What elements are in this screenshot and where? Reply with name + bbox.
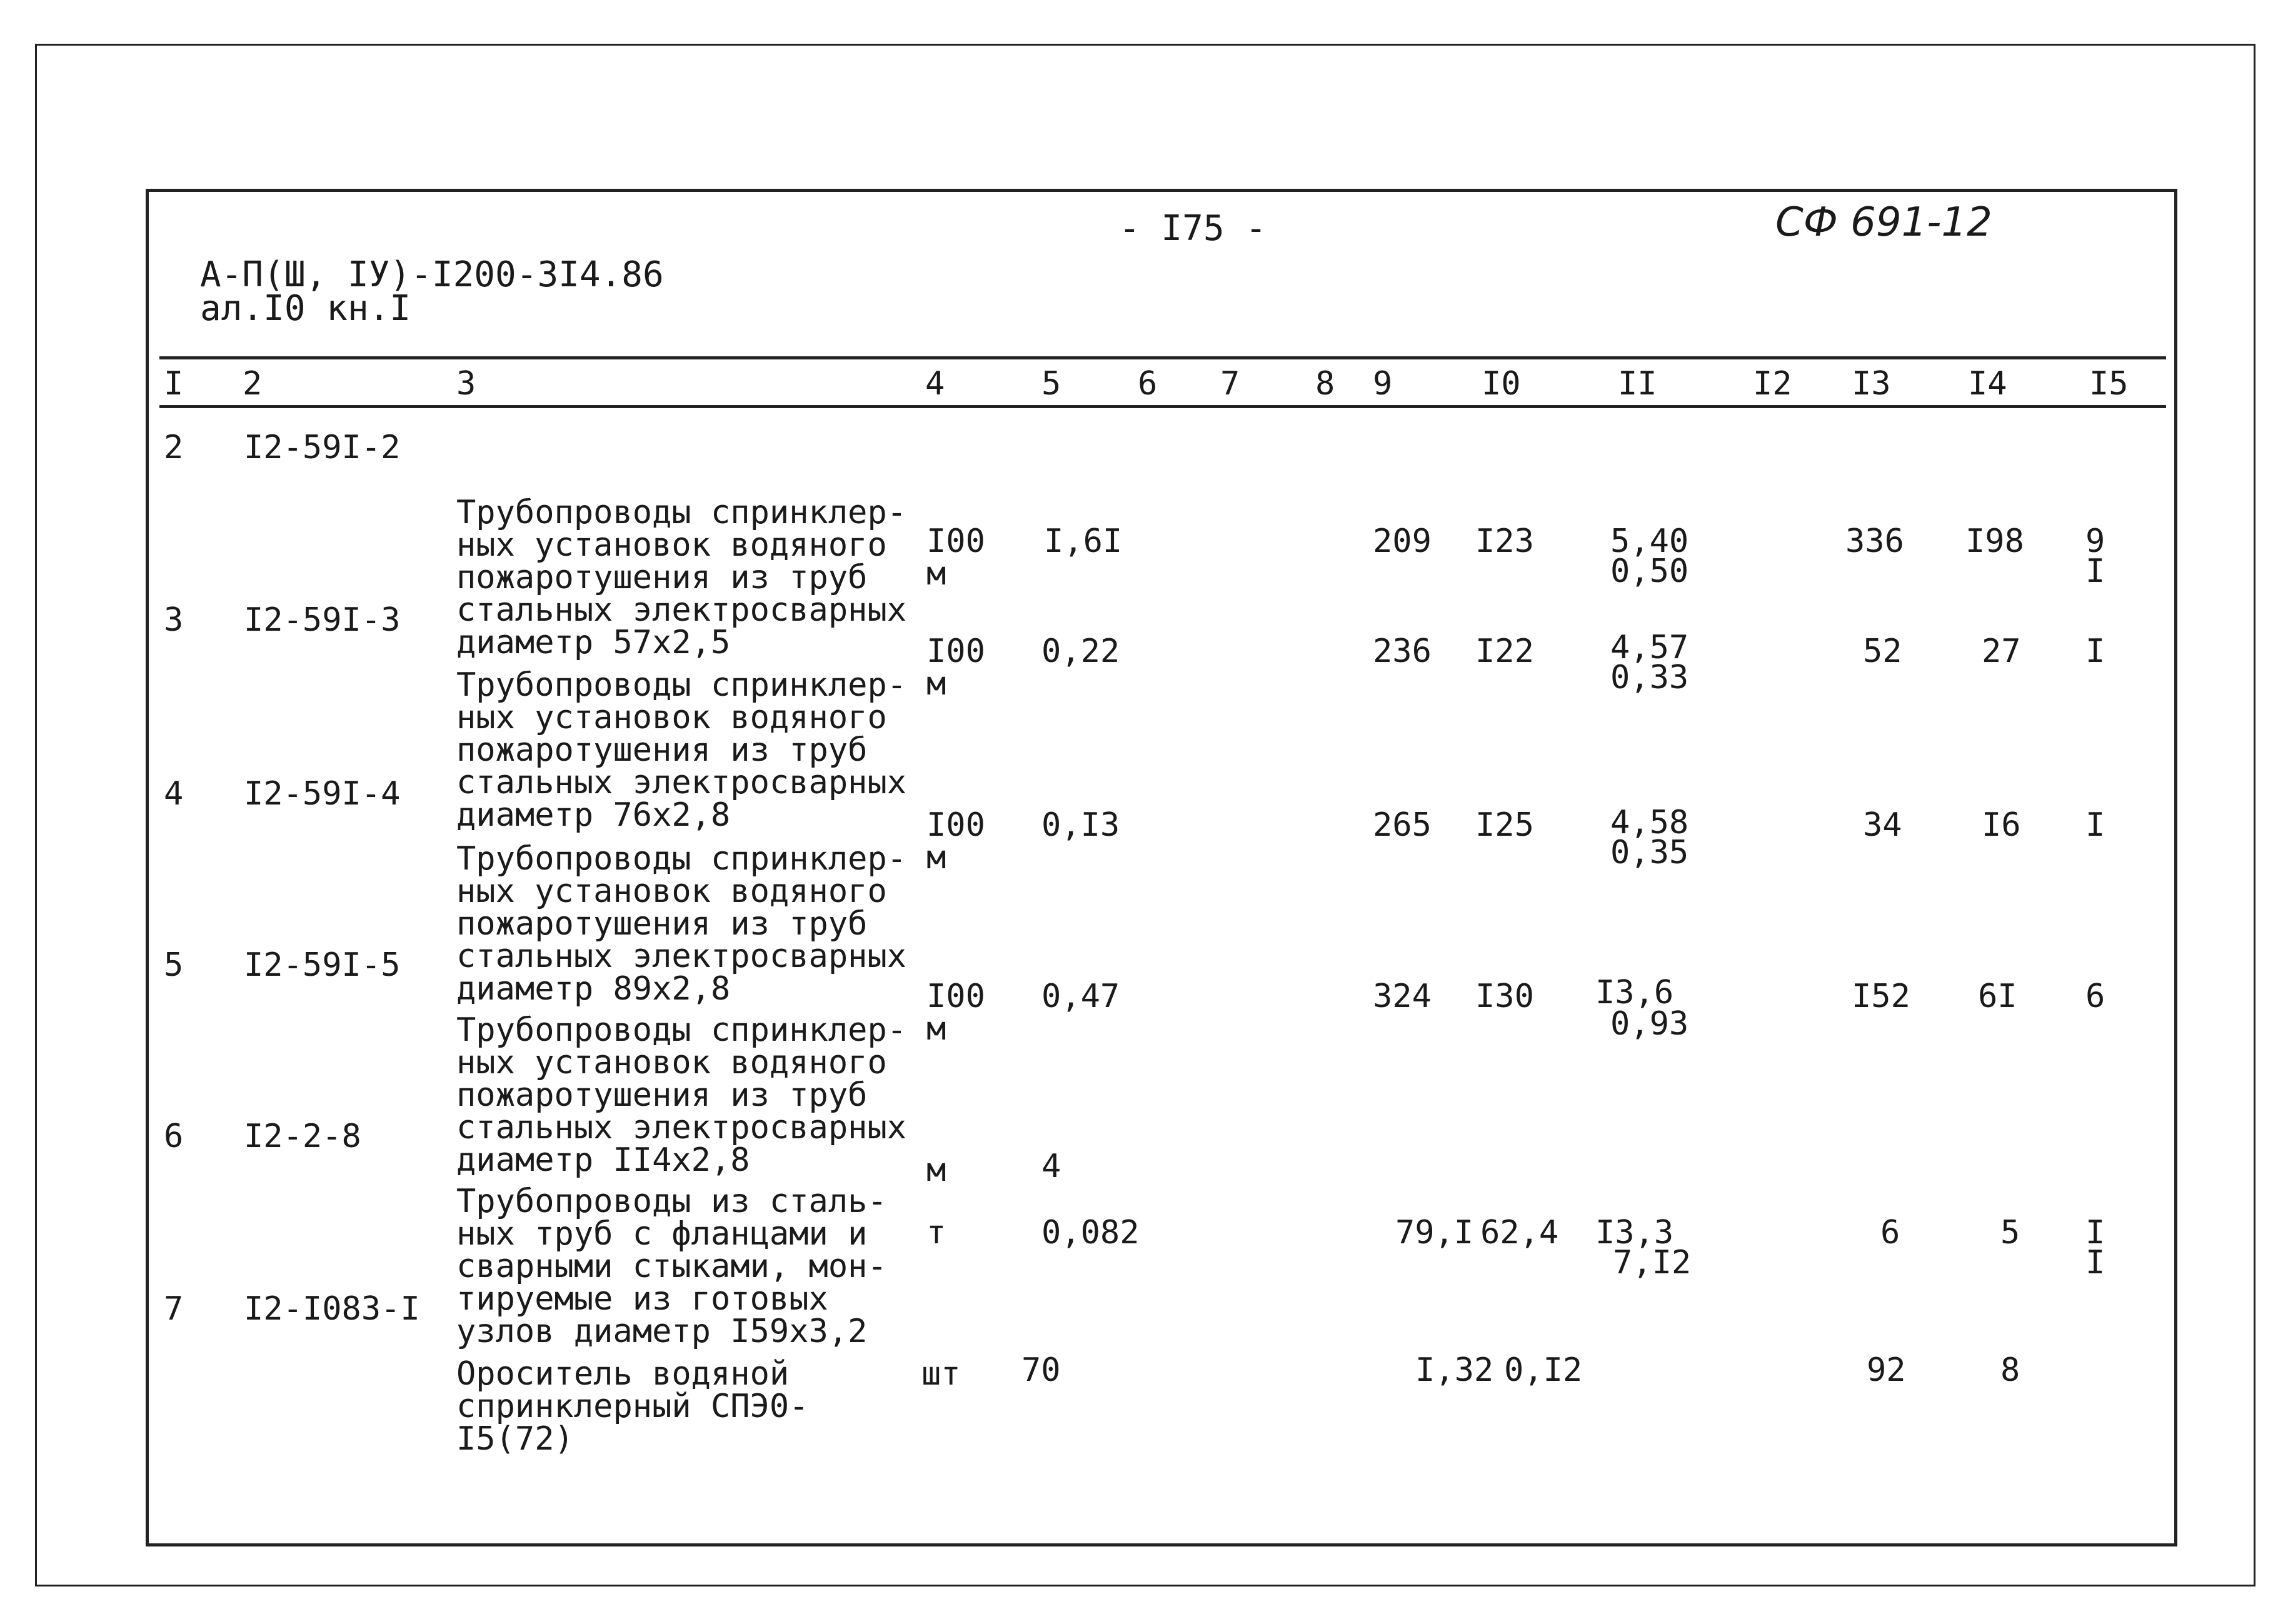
row-number: 4	[164, 775, 184, 813]
row-unit-measure: м	[926, 665, 946, 703]
row-col13: I52	[1852, 978, 1910, 1015]
row-col13: 52	[1863, 633, 1902, 670]
row-code: I2-59I-3	[244, 601, 401, 639]
row-code: I2-59I-5	[244, 946, 401, 984]
row-description: Трубопроводы спринклер- ных установок водяного пожаротушения из труб стальных электросварных диаметр 76х2,8	[456, 666, 907, 834]
row-col10: 62,4	[1480, 1214, 1559, 1251]
column-header: 9	[1373, 365, 1393, 403]
row-quantity: 4	[1041, 1148, 1061, 1185]
row-quantity: 70	[1021, 1351, 1061, 1389]
row-col15-top: I	[2085, 633, 2105, 670]
column-header: I5	[2089, 365, 2129, 403]
row-col11-bottom: 0,93	[1610, 1005, 1689, 1043]
document-volume: ал.I0 кн.I	[200, 288, 411, 329]
row-col11-top: 4,57	[1610, 629, 1689, 666]
row-col9: 236	[1373, 633, 1432, 670]
row-quantity-2: 0,082	[1041, 1214, 1140, 1251]
row-col14: I98	[1965, 523, 2024, 560]
row-col15-top: I	[2085, 806, 2105, 844]
row-number: 6	[164, 1118, 184, 1155]
row-col14: 6I	[1978, 978, 2017, 1015]
row-col10: I23	[1475, 523, 1534, 560]
row-description: Трубопроводы спринклер- ных установок водяного пожаротушения из труб стальных электросварных диаметр II4х2,8	[456, 1011, 907, 1179]
row-col9: I,32	[1415, 1351, 1494, 1389]
row-col14: I6	[1982, 806, 2021, 844]
row-col10: I30	[1475, 978, 1534, 1015]
row-col9: 79,I	[1395, 1214, 1474, 1251]
column-header: 8	[1315, 365, 1335, 403]
row-col15-bottom: I	[2085, 553, 2105, 590]
column-header: 4	[925, 365, 945, 403]
row-col11-bottom: 0,35	[1610, 834, 1689, 871]
row-col11-top: 5,40	[1610, 523, 1689, 560]
row-col13: 336	[1845, 523, 1904, 560]
row-quantity: I,6I	[1044, 523, 1123, 560]
row-col9: 265	[1373, 806, 1432, 844]
row-col10: I25	[1475, 806, 1534, 844]
column-header: 6	[1138, 365, 1158, 403]
row-col15-top: 6	[2085, 978, 2105, 1015]
row-number: 2	[164, 429, 184, 466]
column-header: 5	[1041, 365, 1061, 403]
row-unit-measure: м	[926, 839, 946, 876]
row-col13: 34	[1863, 806, 1902, 844]
row-col10: 0,I2	[1504, 1351, 1583, 1389]
column-header: I3	[1852, 365, 1891, 403]
document-code: А-П(Ш, IУ)-I200-3I4.86	[200, 254, 664, 295]
row-quantity: 0,47	[1041, 978, 1120, 1015]
row-col15-top: I	[2085, 1214, 2105, 1251]
row-unit: I00	[926, 806, 985, 844]
row-number: 5	[164, 946, 184, 984]
column-header: I4	[1968, 365, 2007, 403]
row-unit-measure: м	[926, 1010, 946, 1048]
row-quantity: 0,22	[1041, 633, 1120, 670]
row-unit: I00	[926, 523, 985, 560]
column-header: I2	[1753, 365, 1792, 403]
row-col10: I22	[1475, 633, 1534, 670]
row-code: I2-59I-4	[244, 775, 401, 813]
row-col11-bottom: 0,33	[1610, 659, 1689, 696]
row-number: 7	[164, 1290, 184, 1328]
column-header: I	[164, 365, 184, 403]
row-col11-top: I3,6	[1595, 974, 1674, 1011]
row-unit: I00	[926, 978, 985, 1015]
row-col14: 8	[2000, 1351, 2020, 1389]
header-top-rule	[159, 356, 2166, 359]
row-col15-bottom: I	[2085, 1244, 2105, 1281]
row-code: I2-I083-I	[244, 1290, 420, 1328]
row-description: Трубопроводы спринклер- ных установок водяного пожаротушения из труб стальных электросварных диаметр 89х2,8	[456, 840, 907, 1008]
row-unit-measure: т	[926, 1214, 946, 1251]
column-header: 2	[243, 365, 263, 403]
row-col11-top: 4,58	[1610, 804, 1689, 841]
row-col13: 6	[1880, 1214, 1900, 1251]
row-col9: 209	[1373, 523, 1432, 560]
row-description: Ороситель водяной спринклерный СПЭ0- I5(72)	[456, 1355, 809, 1458]
row-unit-measure: м	[926, 555, 946, 593]
page-number: - I75 -	[1119, 208, 1267, 249]
row-unit: I00	[926, 633, 985, 670]
column-header: II	[1618, 365, 1657, 403]
row-col11-bottom: 0,50	[1610, 553, 1689, 590]
row-number: 3	[164, 601, 184, 639]
row-code: I2-2-8	[244, 1118, 361, 1155]
column-header: 3	[456, 365, 476, 403]
row-col11-bottom: 7,I2	[1613, 1244, 1692, 1281]
stamp-number: СФ 691-12	[1775, 199, 1992, 246]
row-col14: 27	[1982, 633, 2021, 670]
row-description: Трубопроводы спринклер- ных установок водяного пожаротушения из труб стальных электросварных диаметр 57х2,5	[456, 494, 907, 661]
row-code: I2-59I-2	[244, 429, 401, 466]
row-col11-top: I3,3	[1595, 1214, 1674, 1251]
row-unit: м	[926, 1151, 946, 1189]
row-col9: 324	[1373, 978, 1432, 1015]
row-unit: шт	[921, 1355, 961, 1393]
column-header: 7	[1220, 365, 1240, 403]
row-col14: 5	[2000, 1214, 2020, 1251]
header-bottom-rule	[159, 405, 2166, 408]
row-col13: 92	[1867, 1351, 1906, 1389]
row-col15-top: 9	[2085, 523, 2105, 560]
row-description: Трубопроводы из сталь- ных труб с фланцами и сварными стыками, мон- тируемые из готовых узлов диаметр I59х3,2	[456, 1183, 887, 1350]
column-header: I0	[1482, 365, 1521, 403]
row-quantity: 0,I3	[1041, 806, 1120, 844]
